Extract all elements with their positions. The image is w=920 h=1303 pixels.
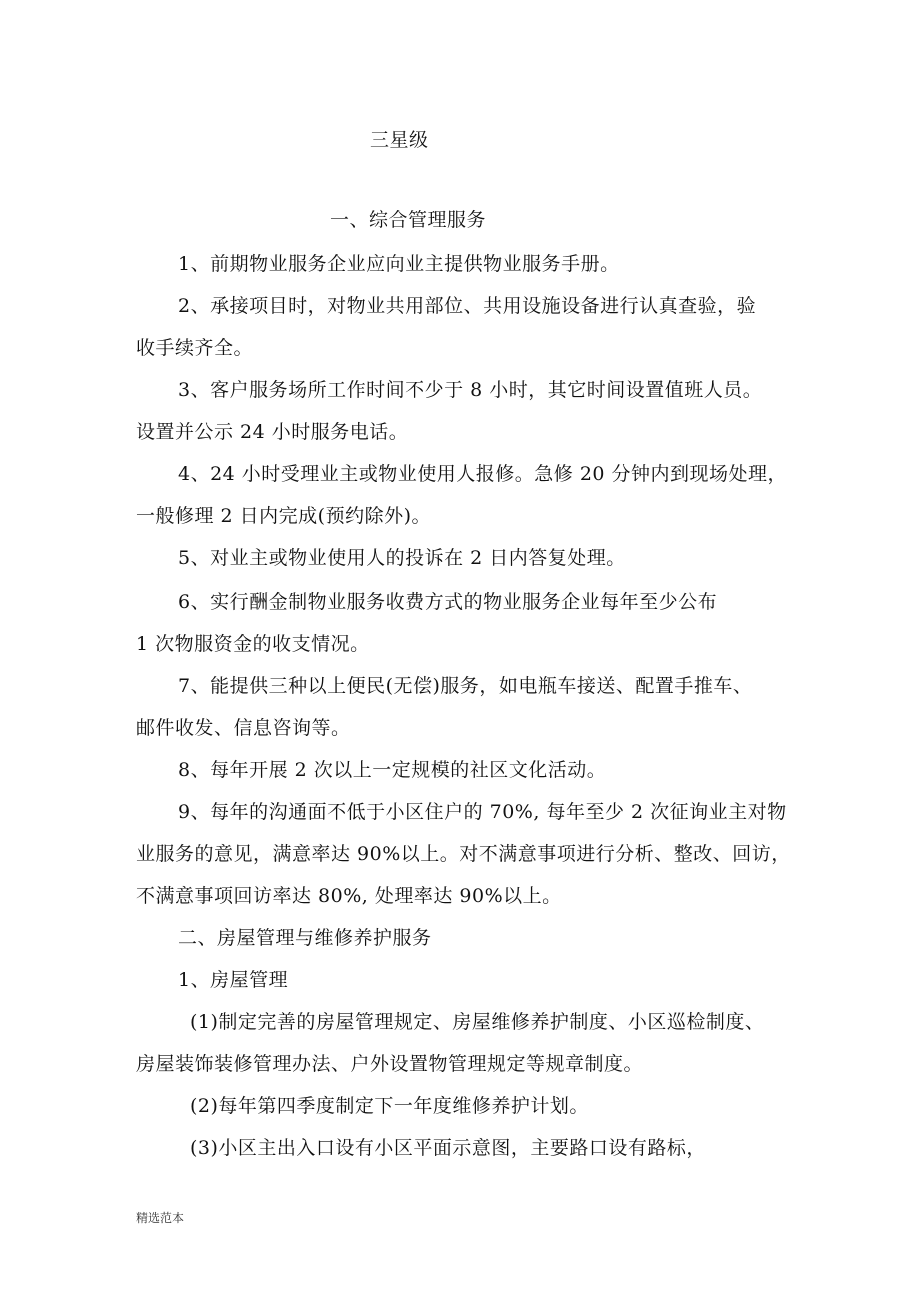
paragraph-line: 9、每年的沟通面不低于小区住户的 70%, 每年至少 2 次征询业主对物 — [178, 801, 787, 823]
paragraph-line: (1)制定完善的房屋管理规定、房屋维修养护制度、小区巡检制度、 — [190, 1011, 765, 1033]
section-heading-2: 二、房屋管理与维修养护服务 — [178, 927, 432, 949]
paragraph-line: 2、承接项目时，对物业共用部位、共用设施设备进行认真查验，验 — [178, 295, 757, 317]
section-heading-1: 一、综合管理服务 — [330, 209, 487, 231]
subsection-heading: 1、房屋管理 — [178, 969, 289, 991]
paragraph-line: 1 次物服资金的收支情况。 — [136, 633, 370, 655]
paragraph-line: 业服务的意见，满意率达 90%以上。对不满意事项进行分析、整改、回访， — [136, 843, 791, 865]
paragraph-line: 6、实行酬金制物业服务收费方式的物业服务企业每年至少公布 — [178, 591, 718, 613]
paragraph-line: 3、客户服务场所工作时间不少于 8 小时，其它时间设置值班人员。 — [178, 379, 763, 401]
page-footer: 精选范本 — [136, 1211, 185, 1225]
paragraph-line: 7、能提供三种以上便民(无偿)服务，如电瓶车接送、配置手推车、 — [178, 675, 753, 697]
paragraph-line: 不满意事项回访率达 80%, 处理率达 90%以上。 — [136, 885, 562, 907]
paragraph-line: 房屋装饰装修管理办法、户外设置物管理规定等规章制度。 — [136, 1053, 644, 1075]
paragraph-line: 设置并公示 24 小时服务电话。 — [136, 421, 409, 443]
paragraph-line: 邮件收发、信息咨询等。 — [136, 717, 351, 739]
paragraph-line: (3)小区主出入口设有小区平面示意图，主要路口设有路标， — [190, 1137, 706, 1159]
paragraph-line: 1、前期物业服务企业应向业主提供物业服务手册。 — [178, 253, 620, 275]
document-title: 三星级 — [370, 129, 429, 151]
paragraph-line: 8、每年开展 2 次以上一定规模的社区文化活动。 — [178, 759, 607, 781]
paragraph-line: 一般修理 2 日内完成(预约除外)。 — [136, 505, 431, 527]
paragraph-line: 4、24 小时受理业主或物业使用人报修。急修 20 分钟内到现场处理， — [178, 463, 788, 485]
paragraph-line: (2)每年第四季度制定下一年度维修养护计划。 — [190, 1095, 589, 1117]
paragraph-line: 收手续齐全。 — [136, 337, 254, 359]
paragraph-line: 5、对业主或物业使用人的投诉在 2 日内答复处理。 — [178, 547, 626, 569]
